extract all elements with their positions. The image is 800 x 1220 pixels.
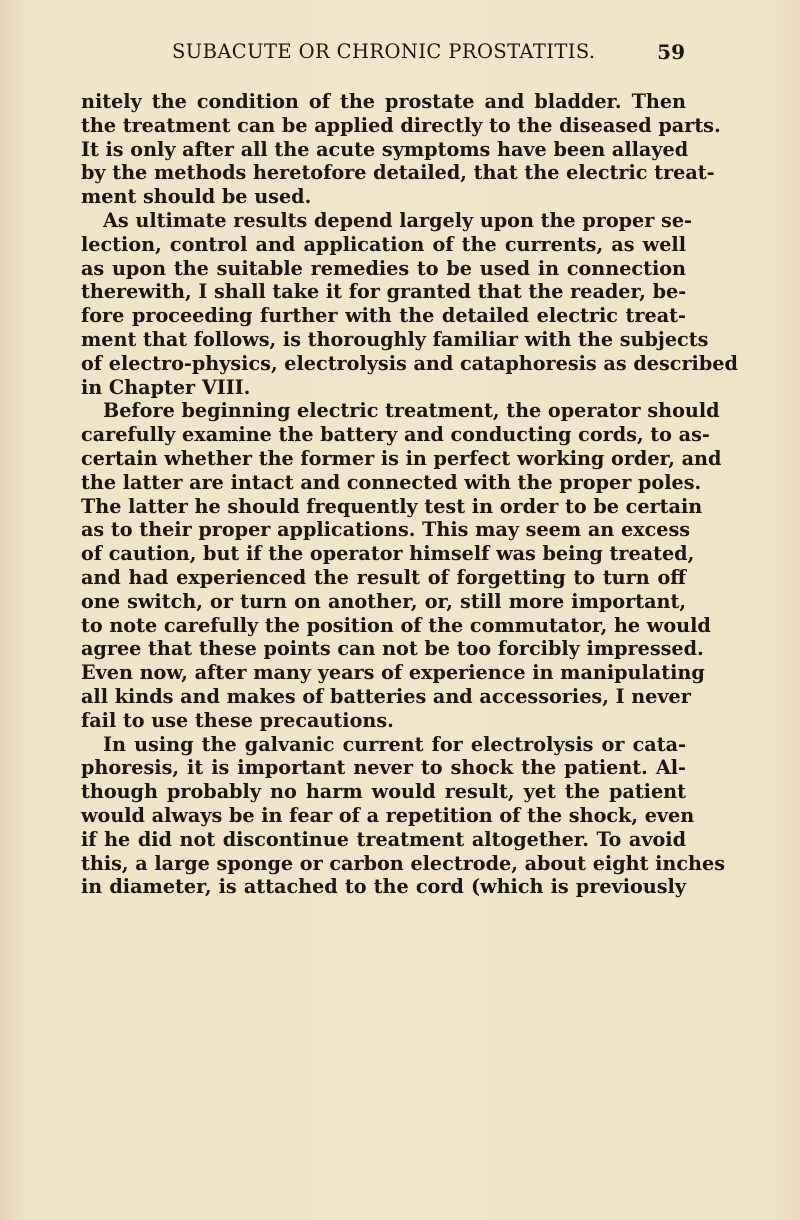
text-line: if he did not discontinue treatment altogether. To avoid bbox=[81, 827, 686, 851]
text-line: lection, control and application of the currents, as well bbox=[81, 232, 686, 256]
text-line: would always be in fear of a repetition of the shock, even bbox=[81, 803, 695, 827]
paragraph-start-line: As ultimate results depend largely upon the proper se- bbox=[103, 208, 693, 232]
text-line: to note carefully the position of the commutator, he would bbox=[81, 613, 711, 637]
text-line: of caution, but if the operator himself was being treated, bbox=[81, 542, 695, 566]
text-line: carefully examine the battery and conducting cords, to as- bbox=[81, 423, 710, 447]
text-line: The latter he should frequently test in order to be certain bbox=[81, 494, 703, 518]
text-line: ment should be used. bbox=[81, 185, 312, 209]
text-line: in diameter, is attached to the cord (which is previously bbox=[81, 875, 686, 899]
text-line: as to their proper applications. This may seem an excess bbox=[81, 518, 691, 542]
text-line: agree that these points can not be too forcibly impressed. bbox=[81, 637, 704, 661]
text-line: fail to use these precautions. bbox=[81, 708, 394, 732]
text-line: as upon the suitable remedies to be used in connection bbox=[81, 256, 686, 280]
text-line: ment that follows, is thoroughly familiar with the subjects bbox=[81, 327, 709, 351]
body-text bbox=[81, 90, 738, 899]
paragraph-start-line: Before beginning electric treatment, the operator should bbox=[103, 399, 720, 423]
text-line: of electro-physics, electrolysis and cataphoresis as described bbox=[81, 351, 738, 375]
text-line: this, a large sponge or carbon electrode, about eight inches bbox=[81, 851, 726, 875]
text-line: though probably no harm would result, yet the patient bbox=[81, 780, 686, 804]
text-line: phoresis, it is important never to shock the patient. Al- bbox=[81, 756, 686, 780]
page-header bbox=[80, 40, 685, 70]
text-line: nitely the condition of the prostate and bladder. Then bbox=[81, 90, 686, 113]
text-line: by the methods heretofore detailed, that the electric treat- bbox=[81, 161, 715, 185]
running-title: SUBACUTE OR CHRONIC PROSTATITIS. bbox=[172, 40, 596, 63]
text-line: and had experienced the result of forgetting to turn off bbox=[81, 565, 686, 589]
paragraph-start-line: In using the galvanic current for electrolysis or cata- bbox=[103, 732, 686, 756]
text-line: the latter are intact and connected with the proper poles. bbox=[81, 470, 702, 494]
text-line: Even now, after many years of experience in manipulating bbox=[81, 661, 705, 685]
text-line: one switch, or turn on another, or, still more important, bbox=[81, 589, 686, 613]
text-line: therewith, I shall take it for granted that the reader, be- bbox=[81, 280, 687, 304]
text-line: all kinds and makes of batteries and accessories, I never bbox=[81, 684, 691, 708]
text-line: in Chapter VIII. bbox=[81, 375, 251, 399]
text-line: It is only after all the acute symptoms have been allayed bbox=[81, 137, 689, 161]
page-number: 59 bbox=[657, 40, 685, 64]
text-line: fore proceeding further with the detailed electric treat- bbox=[81, 304, 686, 328]
text-line: the treatment can be applied directly to the diseased parts. bbox=[81, 113, 721, 137]
text-line: certain whether the former is in perfect working order, and bbox=[81, 446, 722, 470]
